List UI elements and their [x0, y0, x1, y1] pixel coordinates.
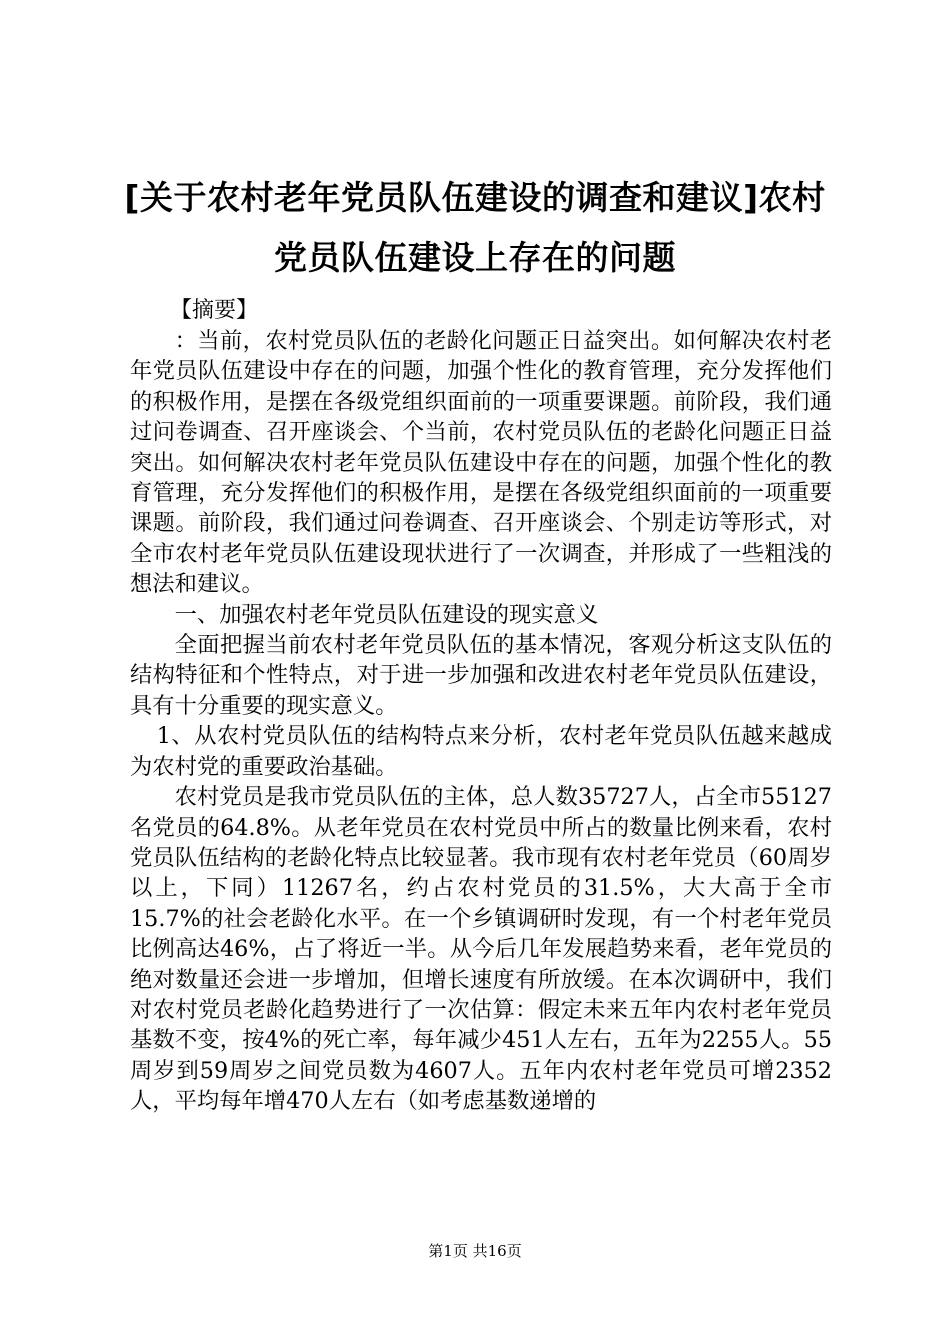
paragraph: 全面把握当前农村老年党员队伍的基本情况，客观分析这支队伍的结构特征和个性特点，对于进一步加强和改进农村老年党员队伍建设，具有十分重要的现实意义。	[130, 632, 832, 719]
paragraph-abstract: ：当前，农村党员队伍的老龄化问题正日益突出。如何解决农村老年党员队伍建设中存在的问题，加强个性化的教育管理，充分发挥他们的积极作用，是摆在各级党组织面前的一项重要课题。前阶段，我们通过问卷调查、召开座谈会、个当前，农村党员队伍的老龄化问题正日益突出。如何解决农村老年党员队伍建设中存在的问题，加强个性化的教育管理，充分发挥他们的积极作用，是摆在各级党组织面前的一项重要课题。前阶段，我们通过问卷调查、召开座谈会、个别走访等形式，对全市农村老年党员队伍建设现状进行了一次调查，并形成了一些粗浅的想法和建议。	[130, 328, 832, 598]
subsection-heading-1: 1、从农村党员队伍的结构特点来分析，农村老年党员队伍越来越成为农村党的重要政治基础。	[130, 723, 832, 780]
section-heading-1: 一、加强农村老年党员队伍建设的现实意义	[174, 601, 599, 628]
document-body	[130, 326, 832, 1117]
page-footer: 第1页 共16页	[428, 1242, 522, 1260]
document-title: [关于农村老年党员队伍建设的调查和建议]农村党员队伍建设上存在的问题	[124, 178, 826, 277]
abstract-label: 【摘要】	[170, 298, 259, 323]
paragraph: 农村党员是我市党员队伍的主体，总人数35727人，占全市55127名党员的64.8%。从老年党员在农村党员中所占的数量比例来看，农村党员队伍结构的老龄化特点比较显著。我市现有农村老年党员（60周岁以上，下同）11267名，约占农村党员的31.5%，大大高于全市15.7%的社会老龄化水平。在一个乡镇调研时发现，有一个村老年党员比例高达46%，占了将近一半。从今后几年发展趋势来看，老年党员的绝对数量还会进一步增加，但增长速度有所放缓。在本次调研中，我们对农村党员老龄化趋势进行了一次估算：假定未来五年内农村老年党员基数不变，按4%的死亡率，每年减少451人左右，五年为2255人。55周岁到59周岁之间党员数为4607人。五年内农村老年党员可增2352人，平均每年增470人左右（如考虑基数递增的	[130, 784, 832, 1115]
